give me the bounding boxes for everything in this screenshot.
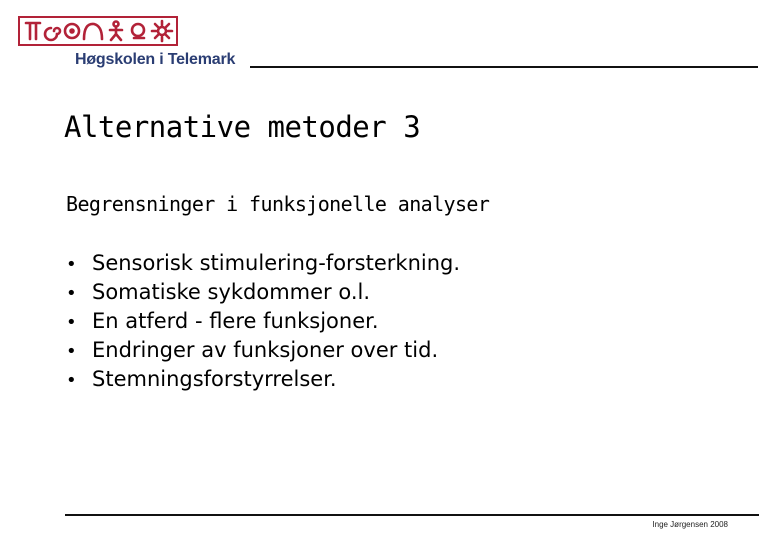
petroglyph-figures-logo-icon — [20, 18, 176, 44]
bullet-list — [66, 251, 460, 396]
slide-title: Alternative metoder 3 — [64, 110, 421, 144]
bullet-text: Stemningsforstyrrelser. — [92, 367, 337, 391]
header-divider — [250, 66, 758, 68]
bullet-item — [66, 367, 460, 396]
footer-divider — [65, 514, 759, 516]
bullet-text: En atferd - flere funksjoner. — [92, 309, 379, 333]
bullet-item — [66, 338, 460, 367]
bullet-dot: • — [66, 254, 77, 275]
bullet-dot: • — [66, 283, 77, 304]
slide-subtitle: Begrensninger i funksjonelle analyser — [66, 192, 490, 216]
footer-author: Inge Jørgensen 2008 — [652, 520, 728, 529]
logo — [18, 16, 178, 46]
bullet-item — [66, 251, 460, 280]
bullet-dot: • — [66, 312, 77, 333]
bullet-dot: • — [66, 341, 77, 362]
bullet-item — [66, 309, 460, 338]
bullet-text: Somatiske sykdommer o.l. — [92, 280, 371, 304]
institution-name: Høgskolen i Telemark — [75, 51, 236, 68]
bullet-dot: • — [66, 370, 77, 391]
bullet-item — [66, 280, 460, 309]
bullet-text: Sensorisk stimulering-forsterkning. — [92, 251, 461, 275]
bullet-text: Endringer av funksjoner over tid. — [92, 338, 439, 362]
